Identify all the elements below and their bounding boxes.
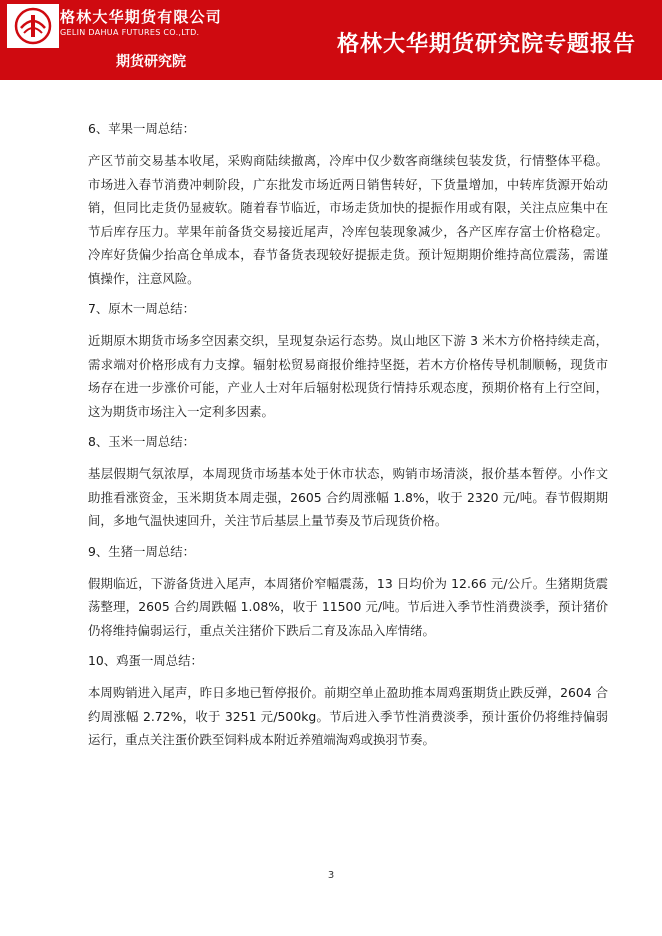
company-logo-icon bbox=[7, 4, 59, 48]
section-title-corn: 8、玉米一周总结： bbox=[88, 434, 196, 449]
report-title: 格林大华期货研究院专题报告 bbox=[336, 32, 636, 57]
company-name-en: GELIN DAHUA FUTURES CO.,LTD. bbox=[60, 28, 200, 37]
company-name-cn: 格林大华期货有限公司 bbox=[60, 8, 223, 26]
section-body-hog: 假期临近，下游备货进入尾声，本周猪价窄幅震荡，13 日均价为 12.66 元/公斤。生猪期货震荡整理，2605 合约周跌幅 1.08%，收于 11500 元/吨。节后进入季节性消费淡季，预计猪价仍将维持偏弱运行，重点关注猪价下跌后二育及冻品入库情绪。 bbox=[88, 575, 608, 638]
section-body-corn: 基层假期气氛浓厚，本周现货市场基本处于休市状态，购销市场清淡，报价基本暂停。小作文助推看涨资金，玉米期货本周走强，2605 合约周涨幅 1.8%，收于 2320 元/吨。春节假期期间，多地气温快速回升，关注节后基层上量节奏及节后现货价格。 bbox=[88, 466, 608, 528]
section-body-log: 近期原木期货市场多空因素交织，呈现复杂运行态势。岚山地区下游 3 米木方价格持续走高，需求端对价格形成有力支撑。辐射松贸易商报价维持坚挺，若木方价格传导机制顺畅，现货市场存在进一步涨价可能，产业人士对年后辐射松现货行情持乐观态度，预期价格有上行空间，这为期货市场注入一定利多因素。 bbox=[88, 333, 608, 419]
page-number: 3 bbox=[327, 870, 335, 881]
section-title-log: 7、原木一周总结： bbox=[88, 301, 196, 316]
section-body-apple: 产区节前交易基本收尾，采购商陆续撤离，冷库中仅少数客商继续包装发货，行情整体平稳。市场进入春节消费冲刺阶段，广东批发市场近两日销售转好，下货量增加，中转库货源开始动销，但同比走货仍显疲软。随着春节临近，市场走货加快的提振作用或有限，关注点应集中在节后库存压力。苹果年前备货交易接近尾声，冷库包装现象减少，各产区库存富士价格稳定。冷库好货偏少抬高仓单成本，春节备货表现较好提振走货。预计短期期价维持高位震荡，需谨慎操作，注意风险。 bbox=[88, 153, 608, 286]
section-title-hog: 9、生猪一周总结： bbox=[88, 543, 196, 559]
report-header bbox=[0, 0, 662, 80]
section-title-egg: 10、鸡蛋一周总结： bbox=[88, 653, 203, 668]
report-body bbox=[88, 118, 608, 760]
department-label: 期货研究院 bbox=[116, 54, 186, 70]
section-body-egg: 本周购销进入尾声，昨日多地已暂停报价。前期空单止盈助推本周鸡蛋期货止跌反弹，2604 合约周涨幅 2.72%，收于 3251 元/500kg。节后进入季节性消费淡季，预计蛋价仍将维持偏弱运行，重点关注蛋价跌至饲料成本附近养殖端淘鸡或换羽节奏。 bbox=[88, 685, 608, 747]
section-title-apple: 6、苹果一周总结： bbox=[88, 121, 196, 136]
